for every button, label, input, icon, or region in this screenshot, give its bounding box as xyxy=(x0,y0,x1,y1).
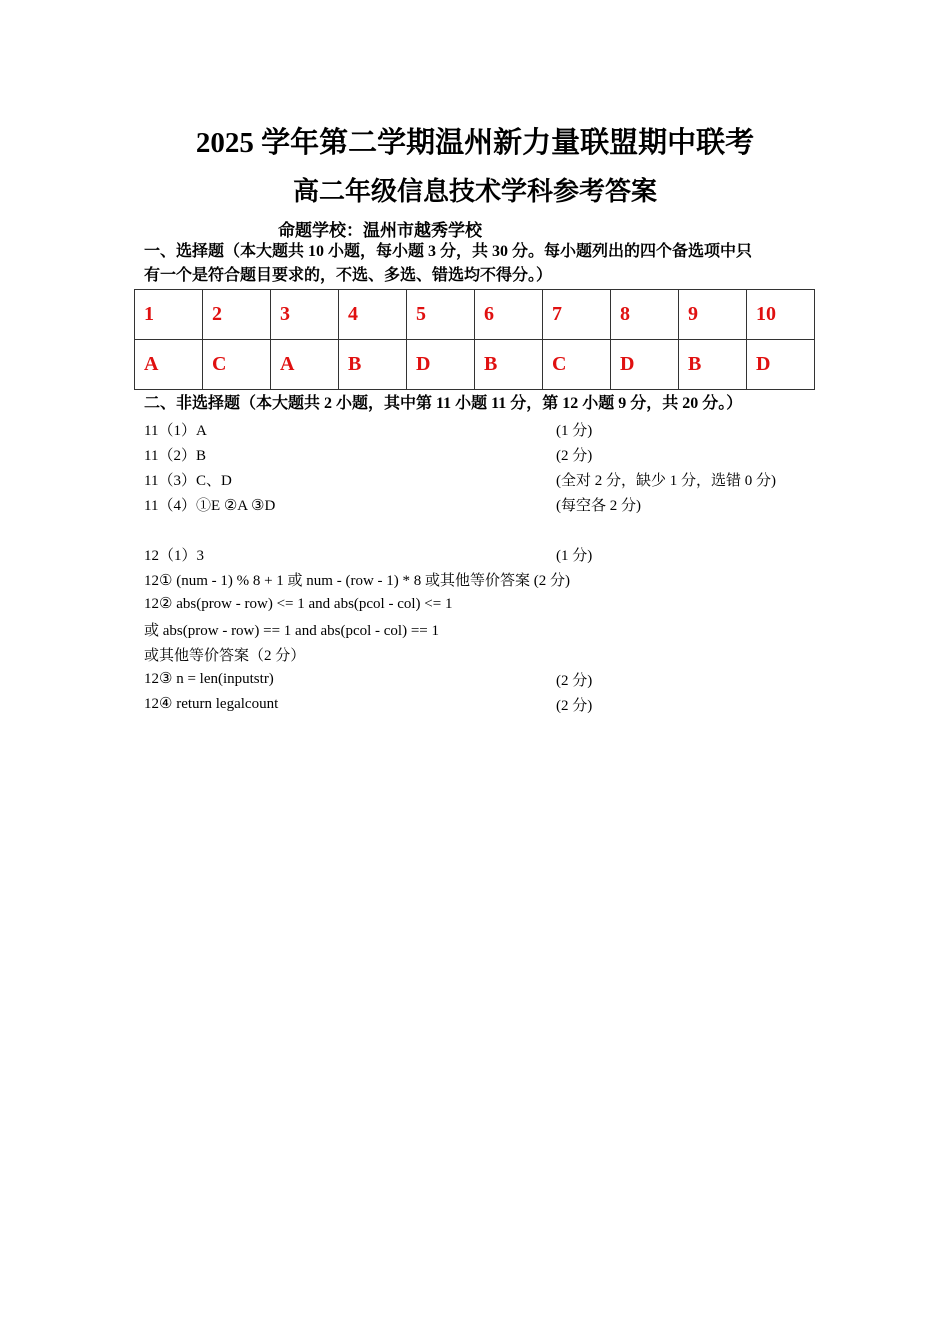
answer-line: 12① (num - 1) % 8 + 1 或 num - (row - 1) * 8 或其他等价答案 (2 分) xyxy=(144,573,571,589)
answer-score: (2 分) xyxy=(556,698,593,714)
answer-score: (2 分) xyxy=(556,448,593,464)
answer-cell: D xyxy=(611,340,679,390)
answer-score: (2 分) xyxy=(556,673,593,689)
answer-line: 11（2）B xyxy=(144,448,206,464)
answer-line: 11（4）①E ②A ③D xyxy=(144,498,276,514)
answer-score: (全对 2 分，缺少 1 分，选错 0 分) xyxy=(556,473,776,489)
answer-line: 或 abs(prow - row) == 1 and abs(pcol - col) == 1 xyxy=(144,623,440,639)
page-title: 2025 学年第二学期温州新力量联盟期中联考 xyxy=(195,127,755,159)
section1-heading-line2: 有一个是符合题目要求的，不选、多选、错选均不得分。） xyxy=(144,267,553,284)
answer-line: 11（3）C、D xyxy=(144,473,232,489)
answer-score: (1 分) xyxy=(556,548,593,564)
section1-heading-line1: 一、选择题（本大题共 10 小题，每小题 3 分，共 30 分。每小题列出的四个备选项中只 xyxy=(144,243,753,260)
section2-heading: 二、非选择题（本大题共 2 小题，其中第 11 小题 11 分，第 12 小题 9 分，共 20 分。） xyxy=(144,395,743,412)
question-number: 10 xyxy=(747,290,815,340)
question-number: 6 xyxy=(475,290,543,340)
answer-row xyxy=(135,340,815,390)
answer-cell: B xyxy=(339,340,407,390)
answer-line: 或其他等价答案（2 分） xyxy=(144,648,306,664)
question-number: 7 xyxy=(543,290,611,340)
page-subtitle: 高二年级信息技术学科参考答案 xyxy=(292,177,657,206)
answer-cell: C xyxy=(543,340,611,390)
answer-line: 12② abs(prow - row) <= 1 and abs(pcol - col) <= 1 xyxy=(144,596,453,612)
author-school: 命题学校：温州市越秀学校 xyxy=(278,221,482,240)
answer-cell: B xyxy=(679,340,747,390)
answer-score: (1 分) xyxy=(556,423,593,439)
question-number: 1 xyxy=(135,290,203,340)
question-number: 4 xyxy=(339,290,407,340)
answer-cell: A xyxy=(271,340,339,390)
answer-line: 12（1）3 xyxy=(144,548,205,564)
answer-line: 12③ n = len(inputstr) xyxy=(144,671,274,687)
answer-cell: D xyxy=(407,340,475,390)
answer-cell: A xyxy=(135,340,203,390)
question-number: 2 xyxy=(203,290,271,340)
answer-line: 11（1）A xyxy=(144,423,207,439)
question-number-row xyxy=(135,290,815,340)
question-number: 3 xyxy=(271,290,339,340)
question-number: 8 xyxy=(611,290,679,340)
answer-score: (每空各 2 分) xyxy=(556,498,641,514)
answer-cell: B xyxy=(475,340,543,390)
question-number: 5 xyxy=(407,290,475,340)
answer-cell: D xyxy=(747,340,815,390)
answer-line: 12④ return legalcount xyxy=(144,696,279,712)
answer-cell: C xyxy=(203,340,271,390)
answer-table xyxy=(134,289,815,390)
question-number: 9 xyxy=(679,290,747,340)
